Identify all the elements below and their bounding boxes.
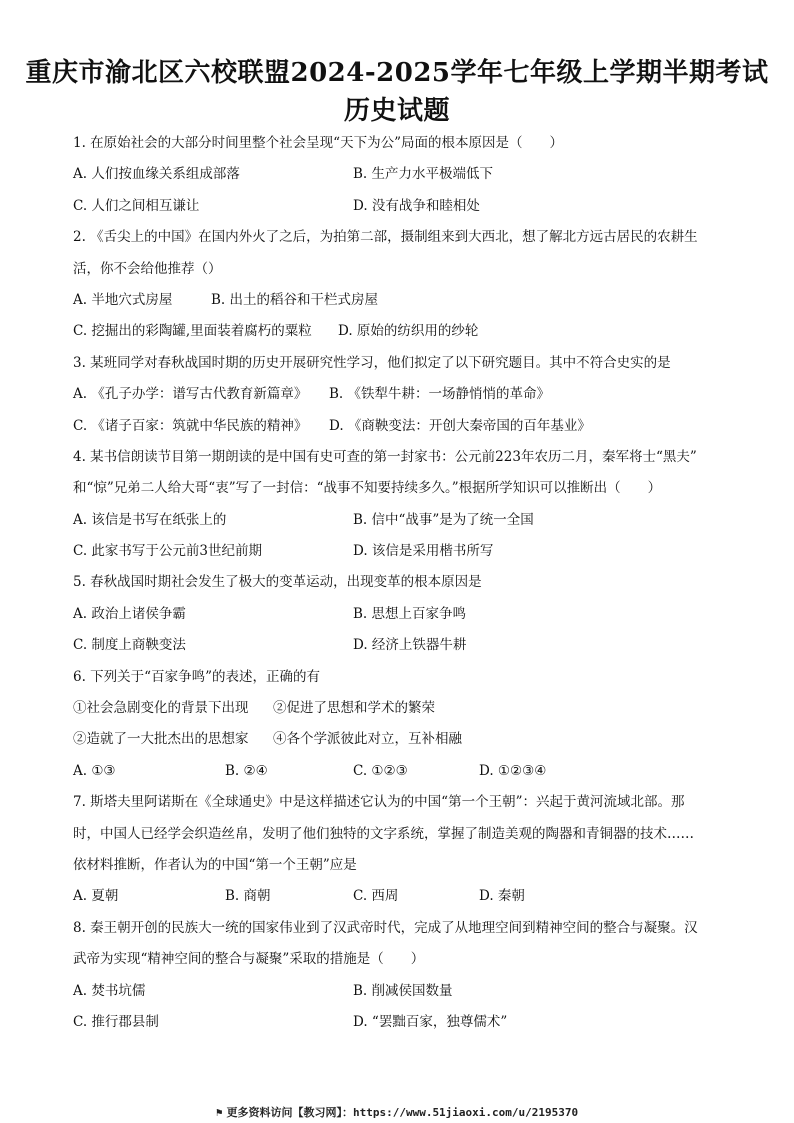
question-stem-line: 依材料推断，作者认为的中国“第一个王朝”应是 <box>73 856 357 873</box>
option-row <box>73 729 723 760</box>
question-6 <box>73 667 723 793</box>
flag-icon: ⚑ <box>215 1106 223 1119</box>
option-row <box>73 196 723 227</box>
question-stem-line: 武帝为实现“精神空间的整合与凝聚”采取的措施是（ ） <box>73 951 425 968</box>
answer-option[interactable]: B. 思想上百家争鸣 <box>353 605 467 622</box>
answer-option[interactable]: D. 原始的纺织用的纱轮 <box>338 323 479 340</box>
answer-option[interactable]: A. 该信是书写在纸张上的 <box>73 511 227 528</box>
option-row <box>73 981 723 1012</box>
question-5 <box>73 572 723 666</box>
question-stem-line: 活，你不会给他推荐（） <box>73 260 222 277</box>
question-4 <box>73 447 723 573</box>
answer-option[interactable]: D. 秦朝 <box>479 888 525 905</box>
question-stem-line: 6. 下列关于“百家争鸣”的表述，正确的有 <box>73 668 320 685</box>
answer-option[interactable]: ④各个学派彼此对立，互补相融 <box>273 731 462 748</box>
question-stem-line: 和“惊”兄弟二人给大哥“衷”写了一封信：“战事不知要持续多久。”根据所学知识可以推断出（ ） <box>73 480 662 497</box>
question-stem-line: 7. 斯塔夫里阿诺斯在《全球通史》中是这样描述它认为的中国“第一个王朝”：兴起于黄河流域北部。那 <box>73 794 685 811</box>
answer-option[interactable]: C. 此家书写于公元前3世纪前期 <box>73 543 263 560</box>
answer-option[interactable]: B. 商朝 <box>225 888 271 905</box>
question-stem-line: 时，中国人已经学会织造丝帛，发明了他们独特的文字系统，掌握了制造美观的陶器和青铜器的技术…… <box>73 825 694 842</box>
answer-option[interactable]: C. 人们之间相互谦让 <box>73 197 200 214</box>
question-1 <box>73 133 723 227</box>
option-row <box>73 384 723 415</box>
answer-option[interactable]: A. 《孔子办学：谱写古代教育新篇章》 <box>73 386 308 403</box>
question-stem-line: 5. 春秋战国时期社会发生了极大的变革运动，出现变革的根本原因是 <box>73 574 482 591</box>
answer-option[interactable]: C. 制度上商鞅变法 <box>73 637 186 654</box>
footer-text: 更多资料访问【教习网】：https://www.51jiaoxi.com/u/2195370 <box>226 1106 579 1119</box>
question-3 <box>73 353 723 447</box>
footer-link[interactable] <box>0 1104 794 1120</box>
answer-option[interactable]: ①社会急剧变化的背景下出现 <box>73 700 249 717</box>
answer-option[interactable]: B. 信中“战事”是为了统一全国 <box>353 511 534 528</box>
question-stem-line: 2. 《舌尖上的中国》在国内外火了之后，为拍第二部，摄制组来到大西北，想了解北方远古居民的农耕生 <box>73 229 698 246</box>
option-row <box>73 698 723 729</box>
question-stem-line: 8. 秦王朝开创的民族大一统的国家伟业到了汉武帝时代，完成了从地理空间到精神空间的整合与凝聚。汉 <box>73 919 698 936</box>
answer-option[interactable]: A. ①③ <box>73 762 116 779</box>
answer-option[interactable]: D. 没有战争和睦相处 <box>353 197 480 214</box>
answer-option[interactable]: D. ①②③④ <box>479 762 547 779</box>
question-stem-line: 4. 某书信朗读节目第一期朗读的是中国有史可查的第一封家书：公元前223年农历二月，秦军将士“黑夫” <box>73 448 697 465</box>
option-row <box>73 321 723 352</box>
option-row <box>73 164 723 195</box>
answer-option[interactable]: A. 焚书坑儒 <box>73 982 146 999</box>
question-stem-line: 3. 某班同学对春秋战国时期的历史开展研究性学习，他们拟定了以下研究题目。其中不符合史实的是 <box>73 354 671 371</box>
answer-option[interactable]: C. ①②③ <box>353 762 408 779</box>
option-row <box>73 886 723 917</box>
question-list <box>73 133 723 1043</box>
question-8 <box>73 918 723 1044</box>
question-stem-line: 1. 在原始社会的大部分时间里整个社会呈现“天下为公”局面的根本原因是（ ） <box>73 135 563 151</box>
answer-option[interactable]: D. 《商鞅变法：开创大秦帝国的百年基业》 <box>329 417 591 434</box>
answer-option[interactable]: D. “罢黜百家，独尊儒术” <box>353 1013 508 1030</box>
option-row <box>73 604 723 635</box>
option-row <box>73 541 723 572</box>
answer-option[interactable]: ②促进了思想和学术的繁荣 <box>273 700 435 717</box>
option-row <box>73 761 723 792</box>
question-2 <box>73 227 723 353</box>
option-row <box>73 635 723 666</box>
answer-option[interactable]: A. 夏朝 <box>73 888 119 905</box>
answer-option[interactable]: A. 政治上诸侯争霸 <box>73 605 186 622</box>
answer-option[interactable]: B. ②④ <box>225 762 268 779</box>
exam-title-line2: 历史试题 <box>343 96 450 126</box>
answer-option[interactable]: D. 该信是采用楷书所写 <box>353 543 494 560</box>
answer-option[interactable]: B. 削减侯国数量 <box>353 982 453 999</box>
answer-option[interactable]: A. 半地穴式房屋 <box>73 291 173 308</box>
answer-option[interactable]: B. 出土的稻谷和干栏式房屋 <box>211 291 379 308</box>
option-row <box>73 1012 723 1043</box>
answer-option[interactable]: B. 《铁犁牛耕：一场静悄悄的革命》 <box>329 386 551 403</box>
question-7 <box>73 792 723 918</box>
answer-option[interactable]: C. 西周 <box>353 888 399 905</box>
answer-option[interactable]: ②造就了一大批杰出的思想家 <box>73 731 249 748</box>
answer-option[interactable]: C. 《诸子百家：筑就中华民族的精神》 <box>73 417 308 434</box>
answer-option[interactable]: C. 推行郡县制 <box>73 1013 159 1030</box>
answer-option[interactable]: A. 人们按血缘关系组成部落 <box>73 166 240 183</box>
option-row <box>73 290 723 321</box>
answer-option[interactable]: C. 挖掘出的彩陶罐,里面装着腐朽的粟粒 <box>73 323 312 340</box>
answer-option[interactable]: D. 经济上铁器牛耕 <box>353 637 467 654</box>
answer-option[interactable]: B. 生产力水平极端低下 <box>353 166 494 183</box>
exam-title-line1: 重庆市渝北区六校联盟2024-2025学年七年级上学期半期考试 <box>25 58 769 88</box>
option-row <box>73 416 723 447</box>
option-row <box>73 510 723 541</box>
